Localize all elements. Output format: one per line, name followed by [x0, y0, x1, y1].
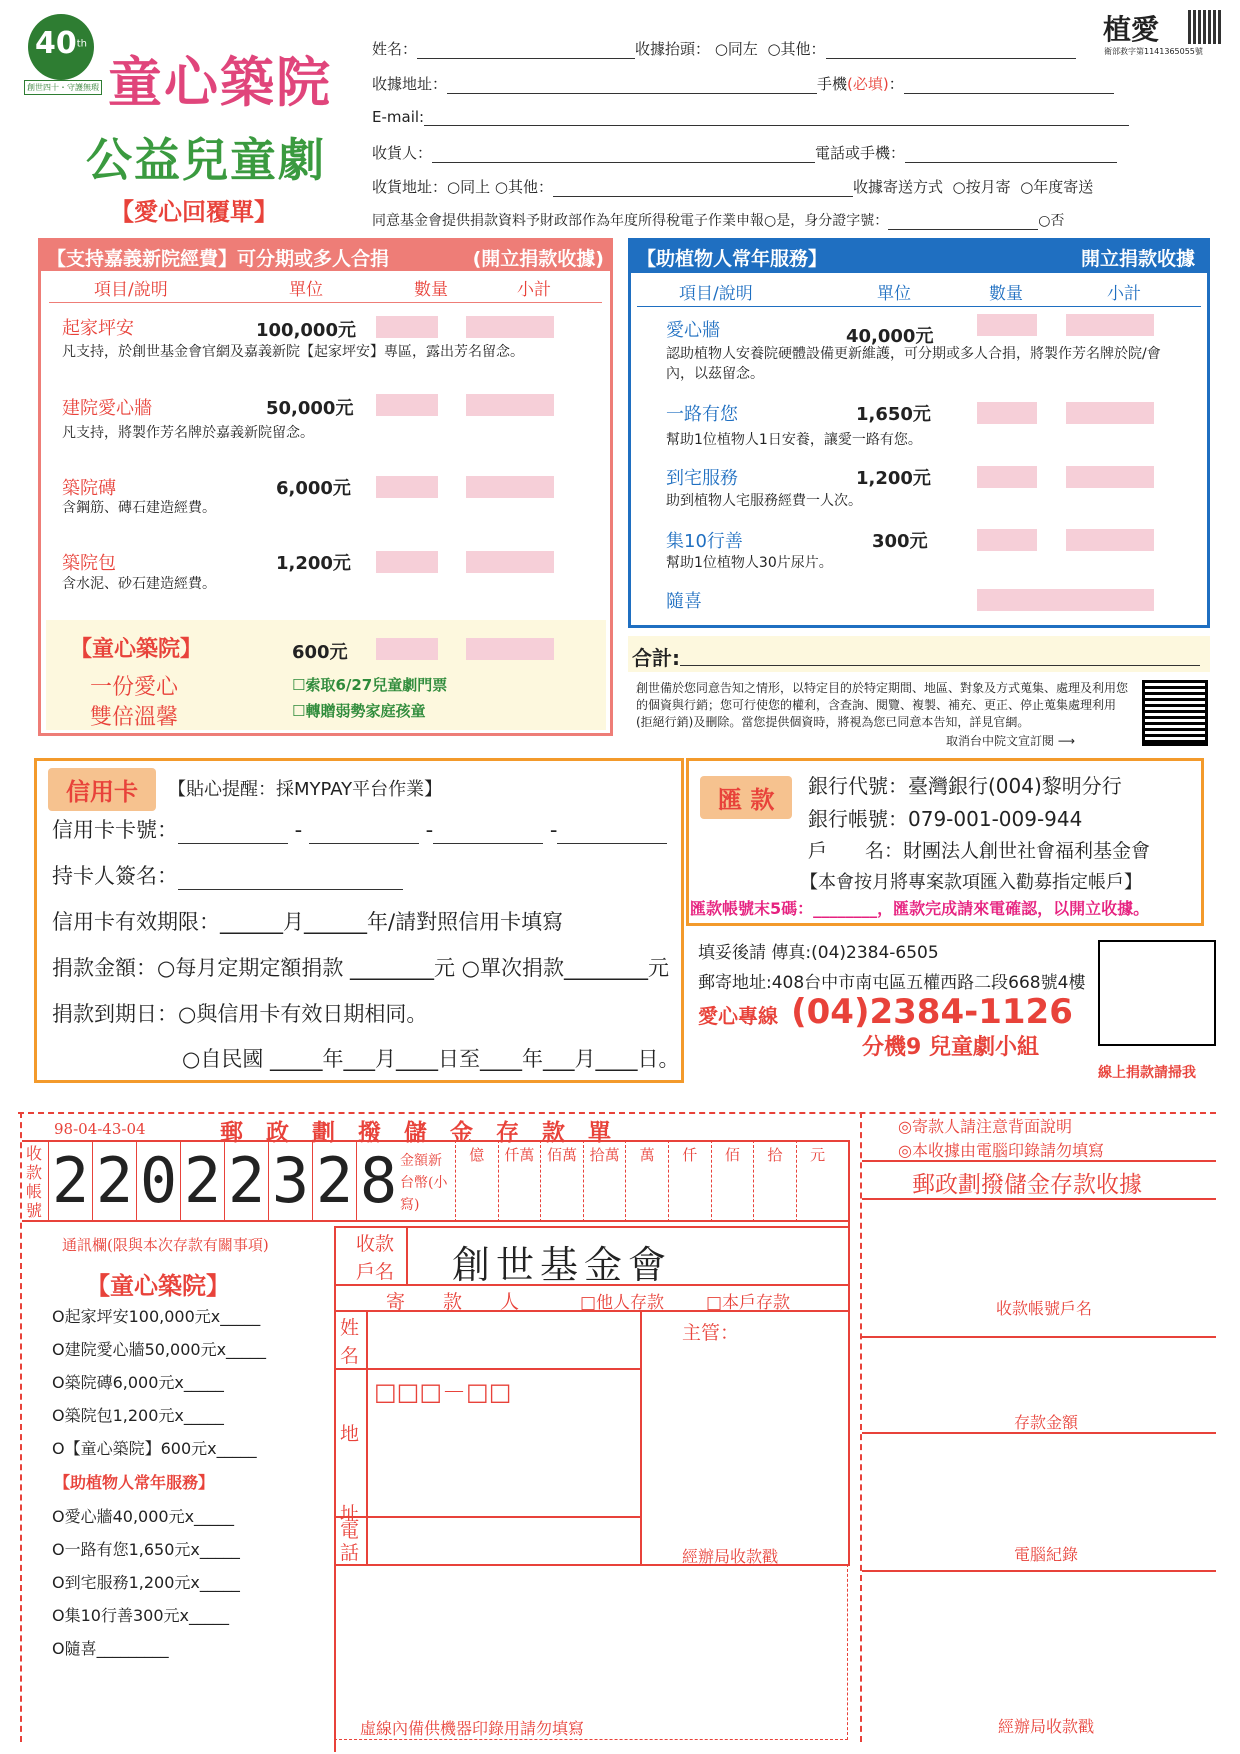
brand-name: 植愛 [1103, 13, 1160, 46]
comm-item[interactable]: O隨喜_________ [52, 1639, 169, 1658]
consent-no-option[interactable]: ○否 [1038, 213, 1065, 229]
hotline-number[interactable]: (04)2384-1126 [791, 992, 1073, 1032]
panel-header: 【支持嘉義新院經費】可分期或多人合捐 (開立捐款收據) [41, 241, 610, 271]
total-row: 合計: [628, 636, 1210, 672]
amount-unit-cell[interactable]: 仟 [668, 1140, 711, 1222]
card-number-input-1[interactable] [178, 843, 288, 844]
card-number-input-2[interactable] [309, 843, 419, 844]
title-line1: 童心築院 [108, 51, 332, 114]
remit-confirm[interactable]: 匯款帳號末5碼：________，匯款完成請來電確認，以開立收據。 [690, 899, 1150, 918]
subtotal-input[interactable] [466, 476, 554, 498]
gift-option[interactable]: ☐轉贈弱勢家庭孩童 [292, 702, 426, 720]
qty-input[interactable] [376, 551, 438, 573]
new-campus-panel: 【支持嘉義新院經費】可分期或多人合捐 (開立捐款收據) 項目/說明 單位 數量 小計 [38, 238, 613, 736]
comm-item[interactable]: O起家坪安100,000元x_____ [52, 1307, 261, 1326]
monthly-option[interactable]: ○按月寄 [952, 178, 1011, 196]
special-item-box: 【童心築院】 600元 一份愛心 雙倍溫馨 ☐索取6/27兒童劇門票 ☐轉贈弱勢家庭孩童 [46, 620, 606, 730]
subtotal-input[interactable] [1066, 529, 1154, 551]
account-digit: 0 [136, 1140, 180, 1222]
comm-item[interactable]: O集10行善300元x_____ [52, 1606, 229, 1625]
mobile-input[interactable] [904, 93, 1114, 94]
comm-item[interactable]: O愛心牆40,000元x_____ [52, 1507, 235, 1526]
comm-item[interactable]: O【童心築院】600元x_____ [52, 1439, 257, 1458]
amount-unit-cell[interactable]: 萬 [625, 1140, 668, 1222]
subtotal-input[interactable] [1066, 314, 1154, 336]
vegetative-care-panel: 【助植物人常年服務】 開立捐款收據 項目/說明 單位 數量 小計 [628, 238, 1210, 628]
ship-same-option[interactable]: ○同上 [447, 178, 491, 196]
ship-address-input[interactable] [553, 196, 853, 197]
recipient-input[interactable] [432, 162, 815, 163]
comm-item[interactable]: O一路有您1,650元x_____ [52, 1540, 240, 1559]
account-digit: 2 [224, 1140, 268, 1222]
name-input[interactable] [417, 58, 635, 59]
own-deposit-checkbox[interactable]: □本戶存款 [706, 1293, 791, 1313]
yearly-option[interactable]: ○年度寄送 [1020, 178, 1094, 196]
unsubscribe-link[interactable]: 取消台中院文宣訂閱 ⟶ [946, 734, 1076, 748]
anniversary-badge-icon: 40th [28, 14, 94, 80]
privacy-qr-icon [1142, 680, 1208, 746]
subtotal-input[interactable] [466, 638, 554, 660]
card-expiry-field[interactable]: 信用卡有效期限：______月______年/請對照信用卡填寫 [52, 910, 564, 934]
other-deposit-checkbox[interactable]: □他人存款 [580, 1293, 665, 1313]
account-digit: 2 [48, 1140, 92, 1222]
subtotal-input[interactable] [466, 551, 554, 573]
comm-item[interactable]: O到宅服務1,200元x_____ [52, 1573, 240, 1592]
donate-qr-code[interactable] [1098, 940, 1216, 1046]
subtotal-input[interactable] [1066, 402, 1154, 424]
comm-item[interactable]: O建院愛心牆50,000元x_____ [52, 1340, 267, 1359]
receipt-same-option[interactable]: ○同左 [714, 40, 758, 58]
credit-card-tag: 信用卡 [48, 768, 156, 811]
amount-unit-cell[interactable]: 億 [455, 1140, 498, 1222]
account-digit: 2 [180, 1140, 224, 1222]
amount-unit-cell[interactable]: 仟萬 [498, 1140, 541, 1222]
total-input[interactable] [680, 642, 1200, 666]
donation-until-field[interactable]: 捐款到期日：○與信用卡有效日期相同。 [52, 1002, 428, 1026]
donation-period-field[interactable]: ○自民國 _____年___月____日至____年___月____日。 [182, 1047, 680, 1071]
amount-unit-cell[interactable]: 元 [796, 1140, 839, 1222]
subtotal-input[interactable] [977, 589, 1154, 611]
qty-input[interactable] [977, 466, 1037, 488]
amount-unit-cell[interactable]: 佰萬 [540, 1140, 583, 1222]
donation-amount-field[interactable]: 捐款金額：○每月定期定額捐款 ________元 ○單次捐款________元 [52, 956, 669, 980]
title-line3: 【愛心回覆單】 [110, 198, 278, 226]
zip-code-boxes[interactable]: □□□－□□ [374, 1378, 512, 1406]
consent-text[interactable]: 同意基金會提供捐款資料予財政部作為年度所得稅電子作業申報○是，身分證字號： [372, 213, 889, 229]
title-line2: 公益兒童劇 [86, 133, 326, 187]
account-digit: 2 [312, 1140, 356, 1222]
qty-input[interactable] [977, 314, 1037, 336]
remittance-tag: 匯 款 [700, 776, 792, 819]
card-number-input-4[interactable] [557, 843, 667, 844]
panel-header: 【助植物人常年服務】 開立捐款收據 [631, 241, 1207, 273]
card-number-input-3[interactable] [433, 843, 543, 844]
card-holder-signature[interactable] [178, 889, 403, 890]
subtotal-input[interactable] [466, 316, 554, 338]
ship-other-option[interactable]: ○其他： [494, 178, 553, 196]
amount-unit-cell[interactable]: 拾 [753, 1140, 796, 1222]
email-input[interactable] [424, 125, 1129, 126]
phone-input[interactable] [905, 162, 1117, 163]
receipt-other-option[interactable]: ○其他： [767, 40, 826, 58]
payee-name: 創世基金會 [452, 1243, 673, 1287]
receipt-other-input[interactable] [826, 58, 1076, 59]
amount-unit-cell[interactable]: 拾萬 [583, 1140, 626, 1222]
account-digit: 8 [356, 1140, 400, 1222]
subtotal-input[interactable] [466, 394, 554, 416]
qty-input[interactable] [977, 402, 1037, 424]
qty-input[interactable] [376, 638, 438, 660]
receipt-address-input[interactable] [447, 93, 817, 94]
qty-input[interactable] [376, 476, 438, 498]
subtotal-input[interactable] [1066, 466, 1154, 488]
brand-qr-icon [1188, 10, 1222, 44]
id-number-input[interactable] [888, 229, 1038, 230]
ticket-option[interactable]: ☐索取6/27兒童劇門票 [292, 676, 448, 694]
qty-input[interactable] [376, 316, 438, 338]
brand-license: 衛部救字第1141365055號 [1104, 47, 1203, 56]
qty-input[interactable] [376, 394, 438, 416]
comm-item[interactable]: O築院包1,200元x_____ [52, 1406, 224, 1425]
qty-input[interactable] [977, 529, 1037, 551]
account-digit: 2 [92, 1140, 136, 1222]
badge-caption: 創世四十・守護無瑕 [24, 80, 102, 95]
account-digit: 3 [268, 1140, 312, 1222]
privacy-notice: 創世備於您同意告知之情形，以特定目的於特定期間、地區、對象及方式蒐集、處理及利用您的個資與行銷；您可行使您的權利，含查詢、閱覽、複製、補充、更正、停止蒐集處理利用(拒絕行銷)及刪除。當您提供個資時，將視為您已同意本告知，詳見官網。 [636, 681, 1129, 729]
comm-item[interactable]: O築院磚6,000元x_____ [52, 1373, 224, 1392]
amount-unit-cell[interactable]: 佰 [711, 1140, 754, 1222]
